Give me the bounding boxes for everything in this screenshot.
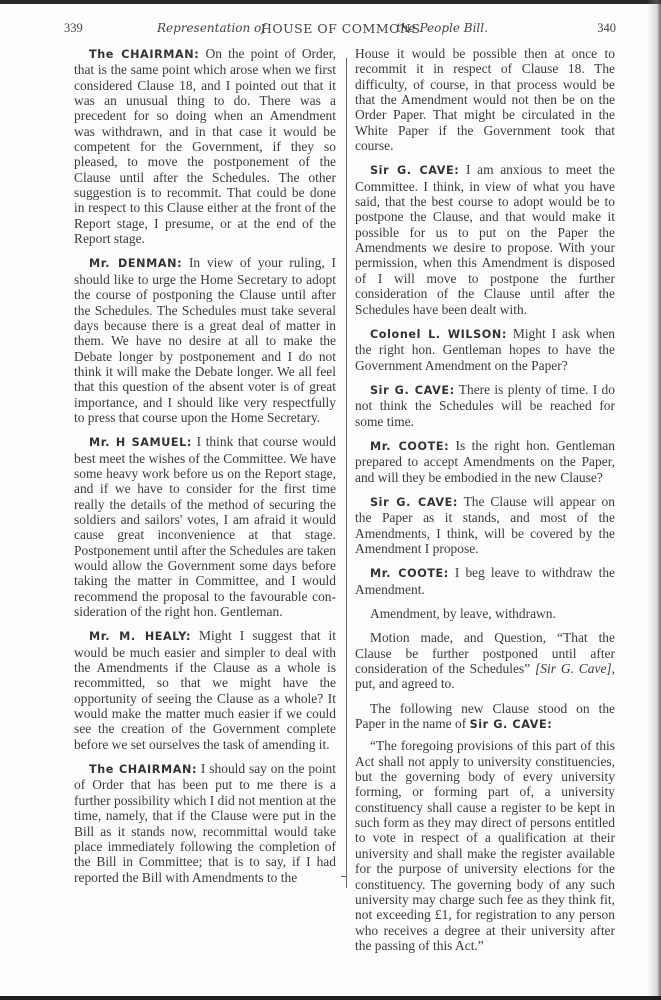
running-title-left: Representation of — [157, 21, 266, 35]
page-number-right: 340 — [597, 21, 616, 35]
speaker-name: Sir G. CAVE: — [370, 495, 458, 509]
speech — [355, 438, 615, 485]
speech — [355, 382, 615, 429]
page-top-edge — [0, 0, 661, 4]
speaker-name: Mr. DENMAN: — [89, 257, 183, 271]
speaker-name: Mr. COOTE: — [370, 439, 450, 453]
speaker-name: The CHAIRMAN: — [89, 763, 198, 777]
speech — [355, 565, 615, 597]
left-column — [74, 46, 336, 894]
page-number-left: 339 — [64, 21, 83, 35]
speech-text: I beg leave to withdraw the Amendment. — [355, 565, 615, 597]
speech — [355, 326, 615, 373]
speaker-name: Sir G. CAVE: — [469, 718, 553, 732]
speech-text: The Clause will appear on the Paper as it stands, and most of the Amendments, I think, will be covered by the Amendment I propose. — [355, 493, 615, 556]
speech — [74, 434, 336, 619]
procedural-note: Amendment, by leave, withdrawn. — [370, 606, 556, 621]
motion-text: Motion made, and Question, “That the Clause be further postponed until after consideration of the Schedules” — [355, 630, 615, 677]
speech-text: There is plenty of time. I do not think the Schedules will be reached for some time. — [355, 381, 615, 429]
speaker-name: Mr. COOTE: — [370, 567, 449, 581]
speaker-name: Colonel L. WILSON: — [370, 327, 507, 341]
speaker-name: The CHAIRMAN: — [89, 48, 200, 61]
speech-text: On the point of Order, that is the same point which arose when we first considered Clause 18, and I pointed out that it was an unusual thing to do. There was a precedent for so doing when an Amendment was withdrawn, and in that case it would be competent for the Government, if they so pleased, to move the postponement of the Clause until after the Schedules. The other suggestion is to recommit. That could be done in respect to this Clause either at the front of the Report stage, I presume, or at the end of the Report stage. — [74, 46, 336, 247]
speech — [74, 255, 336, 425]
speech — [74, 46, 336, 246]
speech-continuation: House it would be possible then at once to recommit it in respect of Clause 18. The difficulty, of course, in that process would be that the Amendment would not then be on the Order Paper. That might be circulated in the White Paper if the Government took that course. — [355, 46, 615, 154]
page-gutter-shadow — [647, 0, 661, 1000]
speech-text: In view of your ruling, I should like to urge the Home Secretary to adopt the course of postponing the Clause until after the Schedules. The Schedules must take several days because there is a great deal of matter in them. We have no desire at all to make the Debate longer by postponement and I do not think it will make the Debate longer. We all feel that this question of the absent voter is of great importance, and I should like very respectfully to press that course upon the Home Secretary. — [74, 255, 336, 425]
speaker-name: Mr. M. HEALY: — [89, 630, 192, 644]
speech — [74, 628, 336, 752]
new-clause-intro — [355, 701, 615, 733]
speaker-name: Mr. H SAMUEL: — [89, 436, 192, 450]
speech — [355, 494, 615, 556]
speech-text: Might I suggest that it would be much easier and simpler to deal with the Amendments if the Clause as a whole is recommitted, so that we might have the opportunity of seeing the Clause as a whole? It would make the matter much easier if we could see the creation of the Government complete before we set ourselves the task of amending it. — [74, 628, 336, 752]
new-clause-intro-text: The following new Clause stood on the Paper in the name of — [355, 700, 615, 732]
motion — [355, 630, 615, 691]
speech-text: Is the right hon. Gentleman prepared to accept Amendments on the Paper, and will they be embodied in the new Clause? — [355, 437, 615, 485]
running-header — [64, 21, 616, 39]
running-title-center: HOUSE OF COMMONS — [261, 21, 421, 36]
column-divider — [346, 58, 347, 888]
running-title-right: the People Bill. — [396, 21, 488, 35]
clause-quote: “The foregoing provisions of this part of this Act shall not apply to university constituencies, but the governing body of every university forming, or forming part of, a university constituency shall cause a register to be kept in such form as they may direct of persons entitled to vote in respect of a qualification at their university and shall make the register available for the purpose of university elections for the constituency. The governing body of any such university may charge such fee as they think fit, not exceeding £1, for registration to any person who receives a degree at their university after the passing of this Act.” — [355, 738, 615, 953]
page-bottom-edge — [0, 996, 661, 1000]
motion-tail: , put, and agreed to. — [355, 661, 615, 692]
speech-text: I think that course would best meet the wishes of the Committee. We have some heavy work before us on the Report stage, and if we have to consider for the first time really the details of the method of securing the soldiers and sailors' votes, I am afraid it would cause great inconvenience at that stage. Postponement until after the Schedules are taken would allow the Government some days before taking the matter in Committee, and I would recommend the proposal to the favourable consideration of the right hon. Gentleman. — [74, 434, 336, 620]
speech-text: Might I ask when the right hon. Gentleman hopes to have the Government Amendment on the Paper? — [355, 325, 615, 373]
speech — [74, 761, 336, 885]
motion-attribution: [Sir G. Cave] — [535, 661, 612, 677]
speech-text: I should say on the point of Order that has been put to me there is a further possibility which I did not mention at the time, namely, that if the Clause were put in the Bill as it stands now, recommittal would take place immediately following the completion of the Bill in Committee; that is to say, if I had reported the Bill with Amendments to the — [74, 761, 337, 885]
right-column — [355, 46, 615, 962]
speech-text: I am anxious to meet the Committee. I think, in view of what you have said, that the best course to adopt would be to postpone the Clause, and that would make it possible for us to put on the Paper the Amendments we desire to propose. With your permission, when this Amendment is disposed of I will move to postpone the further consideration of the Clause until after the Schedules have been dealt with. — [355, 162, 615, 317]
speech — [355, 162, 615, 316]
column-divider-tick — [341, 876, 347, 877]
speaker-name: Sir G. CAVE: — [370, 164, 460, 178]
speaker-name: Sir G. CAVE: — [370, 383, 455, 397]
